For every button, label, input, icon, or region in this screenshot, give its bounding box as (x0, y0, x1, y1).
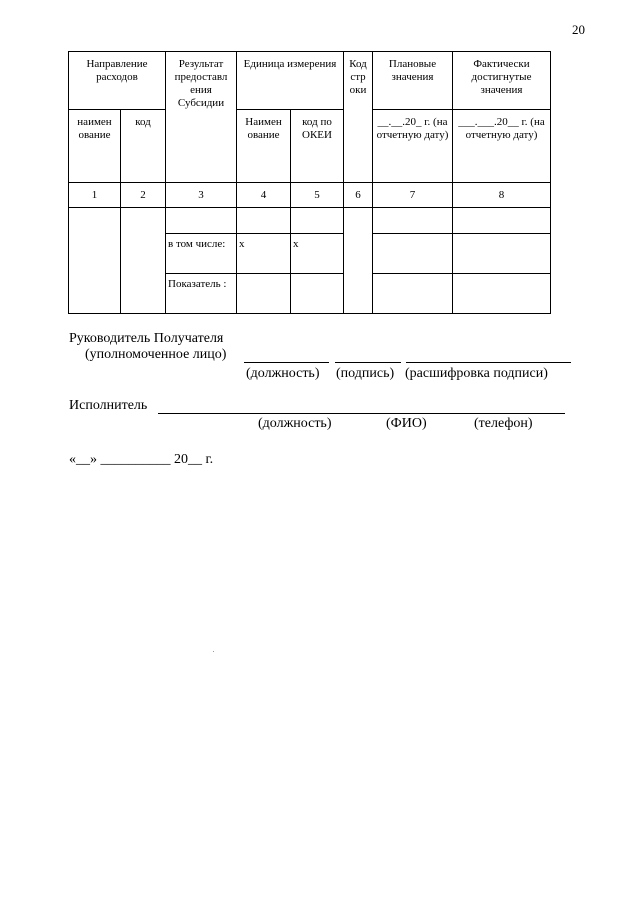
including-label: в том числе: (166, 234, 237, 274)
table-cell (373, 274, 453, 314)
x-mark: x (237, 234, 291, 274)
table-cell (373, 208, 453, 234)
header-result: Результат предоставл ения Субсидии (166, 52, 237, 183)
table-cell (166, 208, 237, 234)
header-planned-date: __.__.20_ г. (на отчетную дату) (373, 110, 453, 183)
header-actual: Фактически достигнутые значения (453, 52, 551, 110)
header-code: код (121, 110, 166, 183)
table-cell (344, 208, 373, 314)
x-mark: x (291, 234, 344, 274)
head-label-line1: Руководитель Получателя (69, 331, 224, 346)
table-cell (291, 208, 344, 234)
caption-signature: (подпись) (336, 366, 395, 381)
header-direction: Направление расходов (69, 52, 166, 110)
position-line (244, 362, 329, 363)
table-cell (453, 208, 551, 234)
head-label-line2: (уполномоченное лицо) (85, 347, 227, 362)
column-number: 7 (373, 183, 453, 208)
results-table (68, 51, 551, 314)
table-cell (373, 234, 453, 274)
date-line: «__» __________ 20__ г. (69, 452, 214, 467)
caption-decoding: (расшифровка подписи) (405, 366, 548, 381)
page-number: 20 (572, 22, 585, 37)
column-number: 5 (291, 183, 344, 208)
table-cell (453, 274, 551, 314)
signature-line (335, 362, 401, 363)
table-cell (121, 208, 166, 314)
exec-caption-position: (должность) (258, 416, 332, 431)
header-row-code: Код стр оки (344, 52, 373, 183)
caption-position: (должность) (246, 366, 320, 381)
exec-caption-phone: (телефон) (474, 416, 533, 431)
exec-caption-fio: (ФИО) (386, 416, 427, 431)
table-cell (237, 274, 291, 314)
header-name: наимен ование (69, 110, 121, 183)
header-okei: код по ОКЕИ (291, 110, 344, 183)
column-number: 6 (344, 183, 373, 208)
table-cell (237, 208, 291, 234)
executor-line (158, 413, 565, 414)
indicator-label: Показатель : (166, 274, 237, 314)
executor-label: Исполнитель (69, 398, 148, 413)
header-planned: Плановые значения (373, 52, 453, 110)
table-cell (291, 274, 344, 314)
column-number: 3 (166, 183, 237, 208)
header-unit: Единица измерения (237, 52, 344, 110)
column-number: 1 (69, 183, 121, 208)
header-actual-date: ___.___.20__ г. (на отчетную дату) (453, 110, 551, 183)
scan-speck (213, 651, 214, 652)
decoding-line (406, 362, 571, 363)
table-cell (453, 234, 551, 274)
column-number: 8 (453, 183, 551, 208)
header-unit-name: Наимен ование (237, 110, 291, 183)
table-cell (69, 208, 121, 314)
column-number: 4 (237, 183, 291, 208)
column-number: 2 (121, 183, 166, 208)
